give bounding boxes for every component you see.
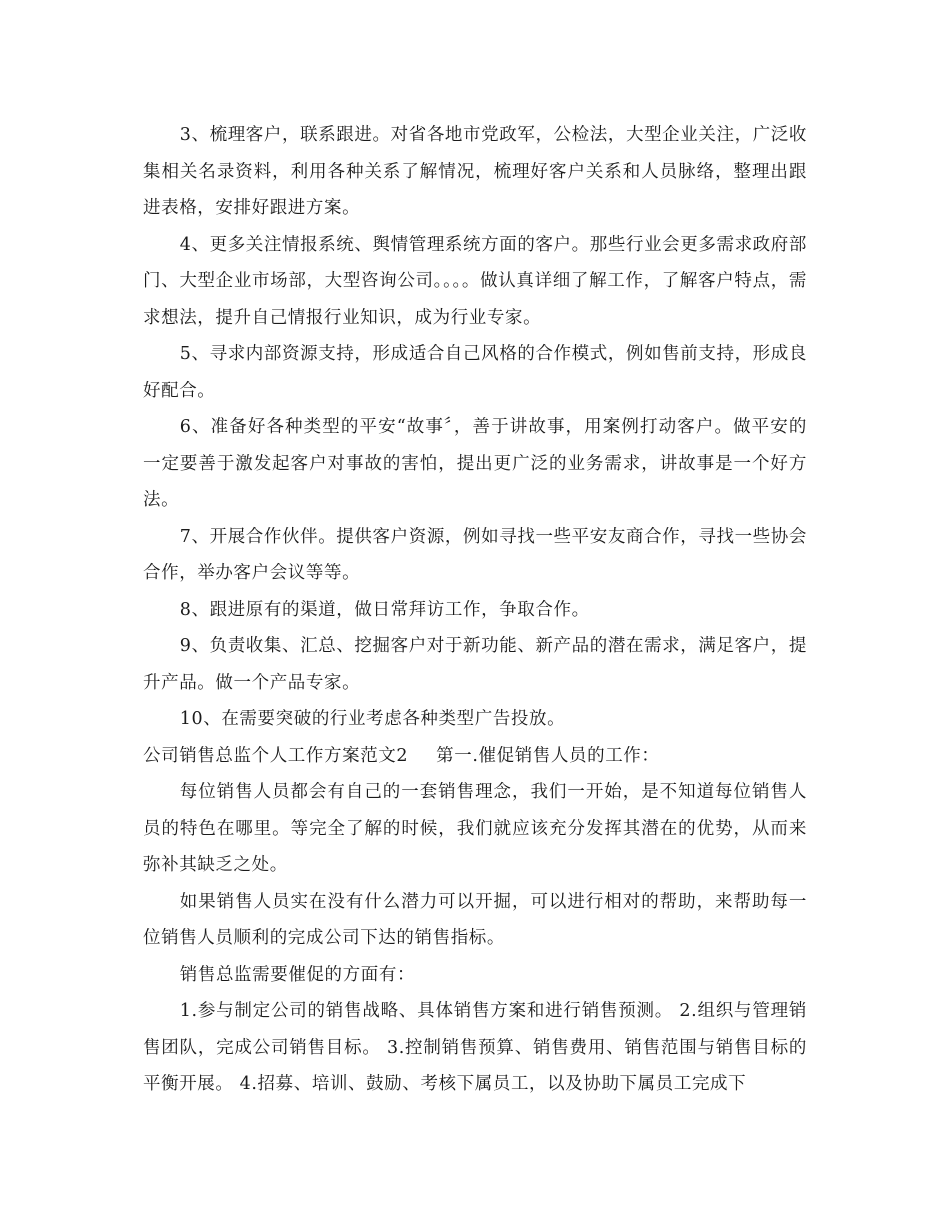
- document-body: [143, 117, 807, 1103]
- paragraph-help: 如果销售人员实在没有什么潜力可以开掘，可以进行相对的帮助，来帮助每一位销售人员顺利的完成公司下达的销售指标。: [143, 891, 807, 948]
- paragraph-item-6: 6、准备好各种类型的平安“故事〞，善于讲故事，用案例打动客户。做平安的一定要善于激发起客户对事故的害怕，提出更广泛的业务需求，讲故事是一个好方法。: [143, 417, 807, 510]
- paragraph-duties-list: 1.参与制定公司的销售战略、具体销售方案和进行销售预测。 2.组织与管理销售团队，完成公司销售目标。 3.控制销售预算、销售费用、销售范围与销售目标的平衡开展。 4.招募、培训、鼓励、考核下属员工，以及协助下属员工完成下: [143, 1001, 807, 1094]
- paragraph-item-10: 10、在需要突破的行业考虑各种类型广告投放。: [179, 709, 566, 729]
- paragraph-item-7: 7、开展合作伙伴。提供客户资源，例如寻找一些平安友商合作，寻找一些协会合作，举办客户会议等等。: [143, 526, 807, 583]
- paragraph-aspects-heading: 销售总监需要催促的方面有：: [179, 964, 416, 985]
- paragraph-item-9: 9、负责收集、汇总、挖掘客户对于新功能、新产品的潜在需求，满足客户，提升产品。做一个产品专家。: [143, 636, 807, 693]
- paragraph-item-8: 8、跟进原有的渠道，做日常拜访工作，争取合作。: [179, 599, 590, 620]
- paragraph-item-3: 3、梳理客户，联系跟进。对省各地市党政军，公检法，大型企业关注，广泛收集相关名录资料，利用各种关系了解情况，梳理好客户关系和人员脉络，整理出跟进表格，安排好跟进方案。: [143, 125, 807, 218]
- paragraph-item-5: 5、寻求内部资源支持，形成适合自己风格的合作模式，例如售前支持，形成良好配合。: [143, 344, 807, 401]
- section-subtitle: 第一.催促销售人员的工作：: [436, 745, 660, 766]
- section-heading-line: [143, 738, 807, 775]
- paragraph-item-4: 4、更多关注情报系统、舆情管理系统方面的客户。那些行业会更多需求政府部门、大型企业市场部，大型咨询公司。。。。做认真详细了解工作，了解客户特点，需求想法，提升自己情报行业知识，成为行业专家。: [143, 234, 807, 328]
- section-title: 公司销售总监个人工作方案范文2: [143, 745, 409, 766]
- paragraph-intro: 每位销售人员都会有自己的一套销售理念，我们一开始，是不知道每位销售人员的特色在哪里。等完全了解的时候，我们就应该充分发挥其潜在的优势，从而来弥补其缺乏之处。: [143, 782, 807, 875]
